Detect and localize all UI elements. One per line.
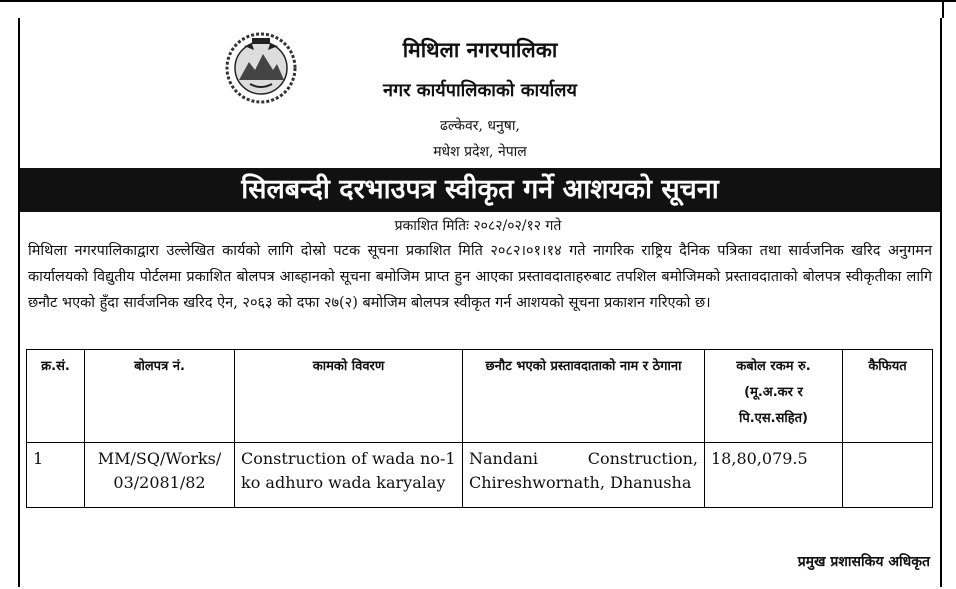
cell-sn: 1 (27, 443, 85, 508)
notice-title: सिलबन्दी दरभाउपत्र स्वीकृत गर्ने आशयको सूचना (20, 168, 940, 212)
notice-body: मिथिला नगरपालिकाद्वारा उल्लेखित कार्यको लागि दोस्रो पटक सूचना प्रकाशित मिति २०८२।०१।१४ गते नागरिक राष्ट्रिय दैनिक पत्रिका तथा सार्वजनिक खरिद अनुगमन कार्यालयको विद्युतीय पोर्टलमा प्रकाशित बोलपत्र आब्हानको सूचना बमोजिम प्राप्त हुन आएका प्रस्तावदाताहरुबाट तपशिल बमोजिमको प्रस्तावदाताको बोलपत्र स्वीकृतीका लागि छनौट भएको हुँदा सार्वजनिक खरिद ऐन, २०६३ को दफा २७(२) बमोजिम बोलपत्र स्वीकृत गर्न आशयको सूचना प्रकाशन गरिएको छ। (28, 243, 932, 311)
corner-rule (942, 0, 944, 18)
header-amount: कबोल रकम रु. (मू.अ.कर र पि.एस.सहित) (705, 350, 843, 443)
header-bidder: छनौट भएको प्रस्तावदाताको नाम र ठेगाना (463, 350, 705, 443)
cell-bid-no: MM/SQ/Works/ 03/2081/82 (85, 443, 235, 508)
cell-remarks (843, 443, 933, 508)
bid-table (26, 349, 933, 508)
header-remarks: कैफियत (843, 350, 933, 443)
header-description: कामको विवरण (235, 350, 463, 443)
office-name: नगर कार्यपालिकाको कार्यालय (383, 80, 577, 101)
address-line-2: मधेश प्रदेश, नेपाल (433, 144, 527, 160)
signature-title: प्रमुख प्रशासकिय अधिकृत (797, 554, 930, 570)
top-rule (0, 0, 956, 2)
cell-description: Construction of wada no-1 ko adhuro wada karyalay (235, 443, 463, 508)
table-header-row (27, 350, 933, 443)
org-name: मिथिला नगरपालिका (402, 38, 558, 62)
cell-bidder: Nandani Construction, Chireshwornath, Dhanusha (463, 443, 705, 508)
cell-amount: 18,80,079.5 (705, 443, 843, 508)
header-sn: क्र.सं. (27, 350, 85, 443)
header-bid-no: बोलपत्र नं. (85, 350, 235, 443)
published-date: प्रकाशित मितिः २०८२/०२/१२ गते (394, 218, 562, 234)
table-row (27, 443, 933, 508)
address-line-1: ढल्केवर, धनुषा, (440, 118, 520, 134)
